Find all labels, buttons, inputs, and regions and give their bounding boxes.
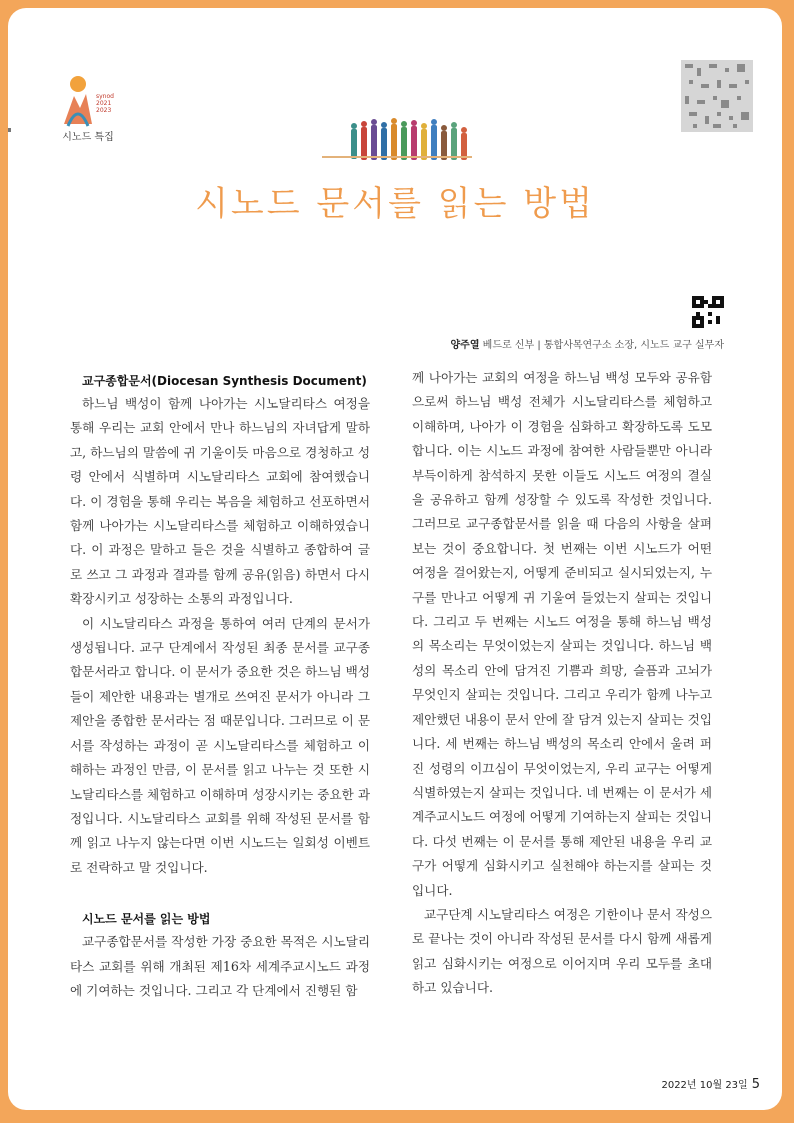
issue-date: 2022년 10월 23일 (661, 1080, 748, 1091)
page-number: 5 (751, 1077, 760, 1092)
title-divider (322, 156, 472, 158)
paragraph: 께 나아가는 교회의 여정을 하느님 백성 모두와 공유함으로써 하느님 백성 전체가 시노달리타스를 체험하고 이해하며, 나아가 이 경험을 심화하고 확장하도록 도모합니다. 이는 시노드 과정에 참여한 사람들뿐만 아니라 부득이하게 참석하지 못한 이들도 시노드 여정의 결실을 공유하고 함께 성장할 수 있도록 작성한 것입니다. 그러므로 교구종합문서를 읽을 때 다음의 사항을 살펴보는 것이 중요합니다. 첫 번째는 이번 시노드가 어떤 여정을 걸어왔는지, 어떻게 준비되고 실시되었는지, 누구를 만나고 어떻게 귀 기울여 들었는지 살피는 것입니다. 그리고 두 번째는 시노드 여정을 통해 하느님 백성의 목소리는 무엇이었는지 살피는 것입니다. 하느님 백성의 목소리 안에 담겨진 기쁨과 희망, 슬픔과 고뇌가 무엇인지 살피는 것입니다. 그리고 우리가 함께 나누고 제안했던 내용이 문서 안에 잘 담겨 있는지 살피는 것입니다. 세 번째는 하느님 백성의 목소리 안에서 울려 퍼진 성령의 이끄심이 무엇이었는지, 우리 교구는 어떻게 식별하였는지 살피는 것입니다. 네 번째는 이 문서가 세계주교시노드 여정에 어떻게 기여하는지 살피는 것입니다. 다섯 번째는 이 문서를 통해 제안된 내용을 우리 교구가 어떻게 심화시키고 실천해야 하는지를 살피는 것입니다. (412, 370, 712, 898)
right-column (412, 366, 712, 1001)
logo-line-2: 2021 (96, 100, 112, 107)
margin-mark (8, 128, 11, 132)
qr-code-large (681, 60, 753, 132)
section-heading-reading-method: 시노드 문서를 읽는 방법 (82, 912, 211, 927)
logo-line-3: 2023 (96, 107, 112, 114)
paragraph: 교구단계 시노달리타스 여정은 기한이나 문서 작성으로 끝나는 것이 아니라 작성된 문서를 다시 함께 새롭게 읽고 심화시키는 여정으로 이어지며 우리 모두를 초대하고 있습니다. (412, 906, 712, 996)
author-name: 양주열 (450, 340, 480, 351)
section-heading-synthesis: 교구종합문서(Diocesan Synthesis Document) (82, 374, 367, 388)
logo-line-1: synod (96, 93, 114, 100)
author-affiliation: 베드로 신부 | 통합사목연구소 소장, 시노드 교구 실무자 (479, 340, 724, 351)
left-column (70, 366, 370, 1003)
paragraph: 교구종합문서를 작성한 가장 중요한 목적은 시노달리타스 교회를 위해 개최된 제16차 세계주교시노드 과정에 기여하는 것입니다. 그리고 각 단계에서 진행된 함 (70, 934, 370, 998)
author-byline (451, 336, 724, 351)
page (8, 8, 782, 1110)
qr-code-small (692, 296, 724, 328)
section-label: 시노드 특집 (62, 132, 114, 143)
paragraph: 하느님 백성이 함께 나아가는 시노달리타스 여정을 통해 우리는 교회 안에서 만나 하느님의 자녀답게 말하고, 하느님의 말씀에 귀 기울이듯 마음으로 경청하고 성령 안에서 식별하며 시노달리타스 교회에 참여했습니다. 이 경험을 통해 우리는 복음을 체험하고 선포하면서 함께 나아가는 시노달리타스를 체험하고 이해하였습니다. 이 과정은 말하고 들은 것을 식별하고 종합하여 글로 쓰고 그 과정과 결과를 함께 공유(읽음) 하면서 다시 확장시키고 성장하는 소통의 과정입니다. (70, 396, 370, 607)
synod-logo (58, 72, 118, 130)
page-title: 시노드 문서를 읽는 방법 (195, 184, 595, 224)
page-footer (661, 1076, 760, 1092)
paragraph: 이 시노달리타스 과정을 통하여 여러 단계의 문서가 생성됩니다. 교구 단계에서 작성된 최종 문서를 교구종합문서라고 합니다. 이 문서가 중요한 것은 하느님 백성들이 제안한 내용과는 별개로 쓰여진 문서가 아니라 그 제안을 종합한 문서라는 점 때문입니다. 그러므로 이 문서를 작성하는 과정이 곧 시노달리타스를 체험하고 이해하는 과정인 만큼, 이 문서를 읽고 나누는 것 또한 시노달리타스를 체험하고 이해하며 성장시키는 중요한 과정입니다. 시노달리타스 교회를 위해 작성된 문서를 함께 읽고 나누지 않는다면 이번 시노드는 일회성 이벤트로 전락하고 말 것입니다. (70, 615, 370, 875)
